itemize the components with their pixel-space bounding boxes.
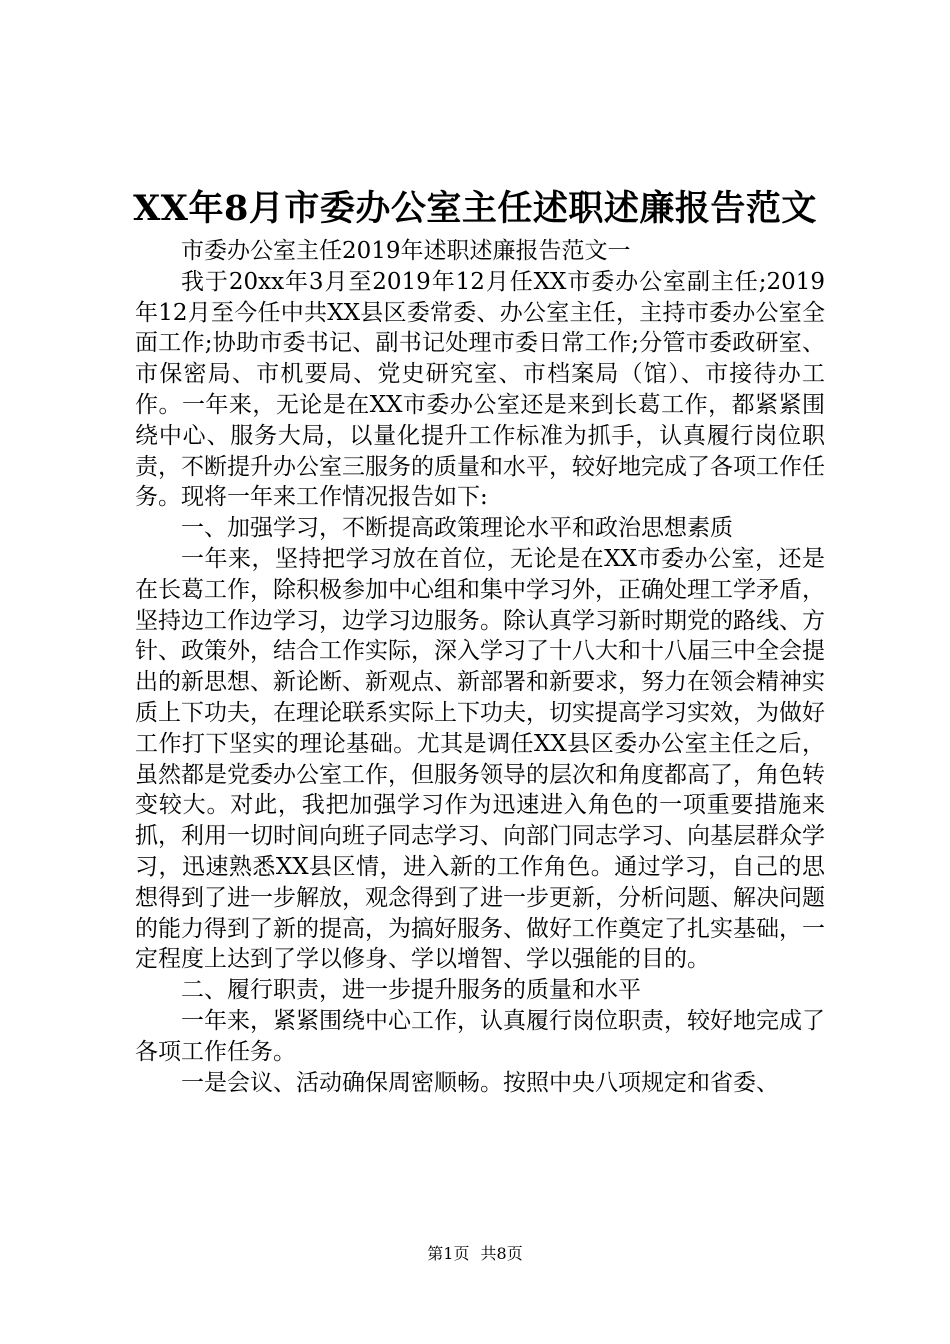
paragraph-study: 一年来，坚持把学习放在首位，无论是在XX市委办公室，还是在长葛工作，除积极参加中心组和集中学习外，正确处理工学矛盾，坚持边工作边学习，边学习边服务。除认真学习新时期党的路线、方针、政策外，结合工作实际，深入学习了十八大和十八届三中全会提出的新思想、新论断、新观点、新部署和新要求，努力在领会精神实质上下功夫，在理论联系实际上下功夫，切实提高学习实效，为做好工作打下坚实的理论基础。尤其是调任XX县区委办公室主任之后，虽然都是党委办公室工作，但服务领导的层次和角度都高了，角色转变较大。对此，我把加强学习作为迅速进入角色的一项重要措施来抓，利用一切时间向班子同志学习、向部门同志学习、向基层群众学习，迅速熟悉XX县区情，进入新的工作角色。通过学习，自己的思想得到了进一步解放，观念得到了进一步更新，分析问题、解决问题的能力得到了新的提高，为搞好服务、做好工作奠定了扎实基础，一定程度上达到了学以修身、学以增智、学以强能的目的。 [135, 545, 825, 973]
document-body [135, 236, 825, 1098]
paragraph-meetings: 一是会议、活动确保周密顺畅。按照中央八项规定和省委、 [181, 1069, 779, 1096]
section-heading-2: 二、履行职责，进一步提升服务的质量和水平 [181, 977, 641, 1004]
document-subtitle: 市委办公室主任2019年述职述廉报告范文一 [181, 238, 631, 264]
page-footer [0, 1244, 950, 1264]
document-title: XX年8月市委办公室主任述职述廉报告范文 [133, 188, 817, 229]
section-heading-1: 一、加强学习，不断提高政策理论水平和政治思想素质 [181, 515, 733, 542]
page-number: 第1页 [427, 1244, 470, 1263]
paragraph-intro: 我于20xx年3月至2019年12月任XX市委办公室副主任;2019年12月至今任中共XX县区委常委、办公室主任，主持市委办公室全面工作;协助市委书记、副书记处理市委日常工作;分管市委政研室、市保密局、市机要局、党史研究室、市档案局（馆）、市接待办工作。一年来，无论是在XX市委办公室还是来到长葛工作，都紧紧围绕中心、服务大局，以量化提升工作标准为抓手，认真履行岗位职责，不断提升办公室三服务的质量和水平，较好地完成了各项工作任务。现将一年来工作情况报告如下: [135, 268, 825, 511]
page-total: 共8页 [480, 1244, 523, 1263]
paragraph-duties: 一年来，紧紧围绕中心工作，认真履行岗位职责，较好地完成了各项工作任务。 [135, 1007, 825, 1065]
